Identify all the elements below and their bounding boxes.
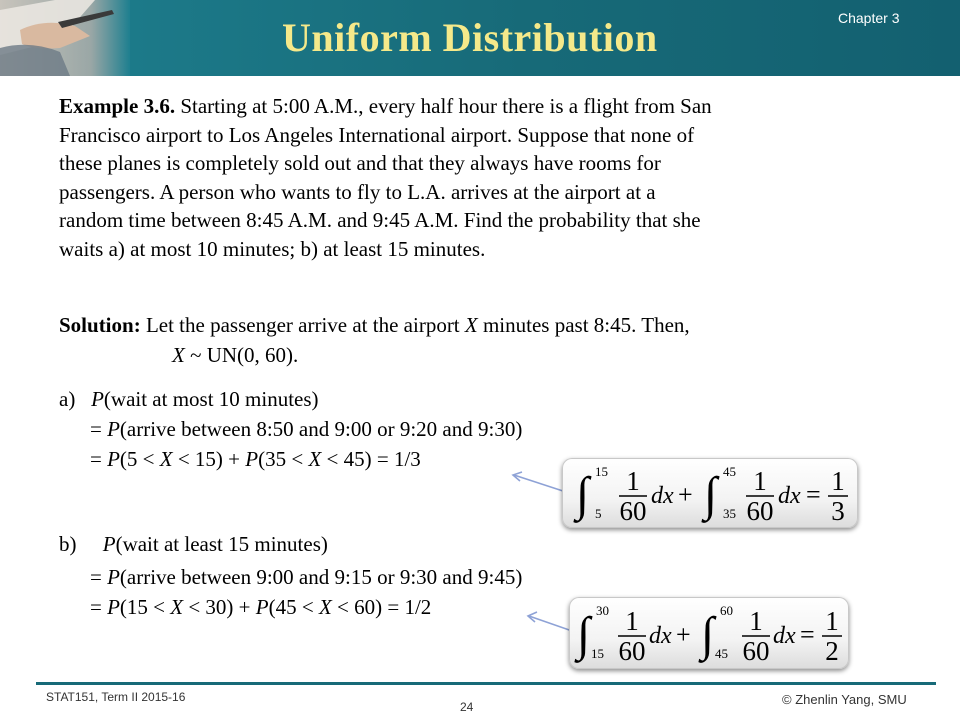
example-line-3: these planes is completely sold out and that they always have rooms for xyxy=(59,151,661,176)
dx-1: dx xyxy=(651,483,674,509)
int2-lower: 45 xyxy=(715,646,728,661)
example-label: Example 3.6. xyxy=(59,94,176,118)
result-den: 2 xyxy=(825,636,839,666)
footer-course: STAT151, Term II 2015-16 xyxy=(46,690,186,704)
formula-b-svg xyxy=(569,597,849,669)
dx-2: dx xyxy=(778,483,801,509)
part-a-line-3: = P(5 < X < 15) + P(35 < X < 45) = 1/3 xyxy=(90,447,421,471)
page-number: 24 xyxy=(460,700,474,714)
int1-upper: 30 xyxy=(596,603,609,618)
numerator-1: 1 xyxy=(626,466,640,496)
int2-lower: 35 xyxy=(723,506,736,521)
example-line-1: Example 3.6. Starting at 5:00 A.M., every half hour there is a flight from San xyxy=(59,94,712,118)
solution-line-1: Solution: Let the passenger arrive at the airport X minutes past 8:45. Then, xyxy=(59,313,690,337)
numerator-1: 1 xyxy=(625,606,639,636)
dx-1: dx xyxy=(649,623,672,649)
result-num: 1 xyxy=(831,466,845,496)
chapter-label: Chapter 3 xyxy=(838,10,900,26)
part-b-line-1: b) P(wait at least 15 minutes) xyxy=(59,532,328,556)
example-line-6: waits a) at most 10 minutes; b) at least 15 minutes. xyxy=(59,236,486,261)
plus-sign: + xyxy=(678,480,693,509)
equals-sign: = xyxy=(800,620,815,649)
dx-2: dx xyxy=(773,623,796,649)
formula-a-svg xyxy=(562,458,858,528)
int1-lower: 15 xyxy=(591,646,604,661)
solution-line-2: X ~ UN(0, 60). xyxy=(172,343,299,367)
page-title: Uniform Distribution xyxy=(282,15,658,60)
formula-box-a xyxy=(562,458,858,528)
numerator-2: 1 xyxy=(749,606,763,636)
part-a-line-1: a) P(wait at most 10 minutes) xyxy=(59,387,319,411)
result-den: 3 xyxy=(831,496,845,526)
int2-upper: 60 xyxy=(720,603,733,618)
part-b-line-2: = P(arrive between 9:00 and 9:15 or 9:30 and 9:45) xyxy=(90,565,523,589)
denominator-2: 60 xyxy=(742,636,770,666)
footer-divider xyxy=(36,682,936,685)
example-line-5: random time between 8:45 A.M. and 9:45 A.M. Find the probability that she xyxy=(59,208,701,233)
result-num: 1 xyxy=(825,606,839,636)
integral-sign-1: ∫ xyxy=(577,608,591,661)
denominator-2: 60 xyxy=(746,496,774,526)
integral-sign-2: ∫ xyxy=(704,468,718,521)
int2-upper: 45 xyxy=(723,464,736,479)
integral-sign-1: ∫ xyxy=(576,468,590,521)
example-paragraph xyxy=(59,92,712,264)
numerator-2: 1 xyxy=(753,466,767,496)
solution-label: Solution: xyxy=(59,313,141,337)
example-line-4: passengers. A person who wants to fly to L.A. arrives at the airport at a xyxy=(59,179,656,204)
footer-author: © Zhenlin Yang, SMU xyxy=(782,692,907,707)
equals-sign: = xyxy=(806,480,821,509)
int1-lower: 5 xyxy=(595,506,602,521)
part-b-label: b) xyxy=(59,532,77,556)
int1-upper: 15 xyxy=(595,464,608,479)
part-a-line-2: = P(arrive between 8:50 and 9:00 or 9:20 and 9:30) xyxy=(90,417,523,441)
plus-sign: + xyxy=(676,620,691,649)
part-a-label: a) xyxy=(59,387,76,411)
formula-box-b xyxy=(569,597,849,669)
example-line-2: Francisco airport to Los Angeles International airport. Suppose that none of xyxy=(59,122,695,147)
header-bar xyxy=(0,0,960,76)
denominator-1: 60 xyxy=(619,496,647,526)
header-photo xyxy=(0,0,130,76)
part-b-line-3: = P(15 < X < 30) + P(45 < X < 60) = 1/2 xyxy=(90,595,432,619)
integral-sign-2: ∫ xyxy=(701,608,715,661)
denominator-1: 60 xyxy=(618,636,646,666)
